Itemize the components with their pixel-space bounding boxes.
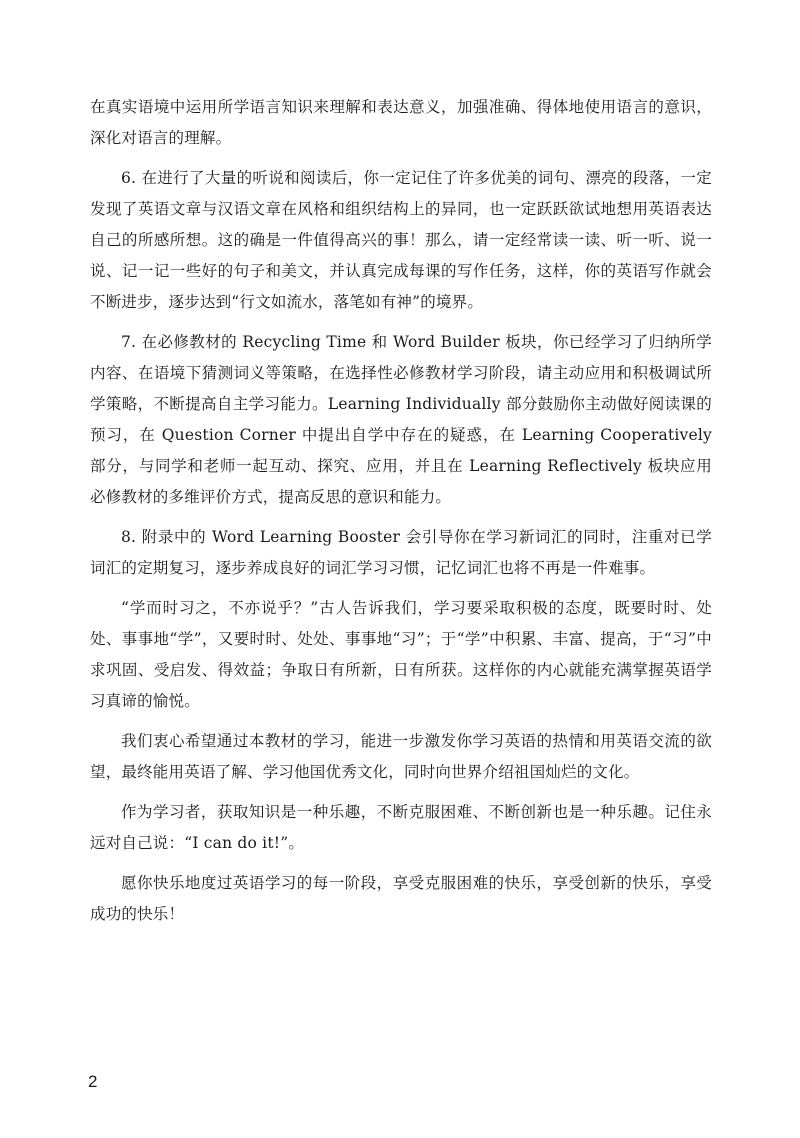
- paragraph-item-8: 8. 附录中的 Word Learning Booster 会引导你在学习新词汇的同时，注重对已学词汇的定期复习，逐步养成良好的词汇学习习惯，记忆词汇也将不再是一件难事。: [90, 528, 712, 577]
- body-text: [90, 92, 712, 939]
- paragraph-wish: 愿你快乐地度过英语学习的每一阶段，享受克服困难的快乐，享受创新的快乐，享受成功的快乐！: [90, 874, 712, 923]
- paragraph-quote: “学而时习之，不亦说乎？”古人告诉我们，学习要采取积极的态度，既要时时、处处、事事地“学”，又要时时、处处、事事地“习”；于“学”中积累、丰富、提高，于“习”中求巩固、受启发、得效益；争取日有所新，日有所获。这样你的内心就能充满掌握英语学习真谛的愉悦。: [90, 599, 712, 710]
- paragraph-hope: 我们衷心希望通过本教材的学习，能进一步激发你学习英语的热情和用英语交流的欲望，最终能用英语了解、学习他国优秀文化，同时向世界介绍祖国灿烂的文化。: [90, 732, 712, 781]
- paragraph-item-6: 6. 在进行了大量的听说和阅读后，你一定记住了许多优美的词句、漂亮的段落，一定发现了英语文章与汉语文章在风格和组织结构上的异同，也一定跃跃欲试地想用英语表达自己的所感所想。这的确是一件值得高兴的事！那么，请一定经常读一读、听一听、说一说、记一记一些好的句子和美文，并认真完成每课的写作任务，这样，你的英语写作就会不断进步，逐步达到“行文如流水，落笔如有神”的境界。: [90, 169, 712, 311]
- paragraph-learner: 作为学习者，获取知识是一种乐趣，不断克服困难、不断创新也是一种乐趣。记住永远对自己说：“I can do it!”。: [90, 803, 712, 852]
- paragraph-item-7: 7. 在必修教材的 Recycling Time 和 Word Builder 板块，你已经学习了归纳所学内容、在语境下猜测词义等策略，在选择性必修教材学习阶段，请主动应用和积极调试所学策略，不断提高自主学习能力。Learning Individually 部分鼓励你主动做好阅读课的预习，在 Question Corner 中提出自学中存在的疑惑，在 Learning Cooperatively 部分，与同学和老师一起互动、探究、应用，并且在 Learning Reflectively 板块应用必修教材的多维评价方式，提高反思的意识和能力。: [90, 333, 712, 506]
- page-number: 2: [88, 1072, 98, 1091]
- paragraph-continued-intro: 在真实语境中运用所学语言知识来理解和表达意义，加强准确、得体地使用语言的意识，深化对语言的理解。: [90, 98, 712, 147]
